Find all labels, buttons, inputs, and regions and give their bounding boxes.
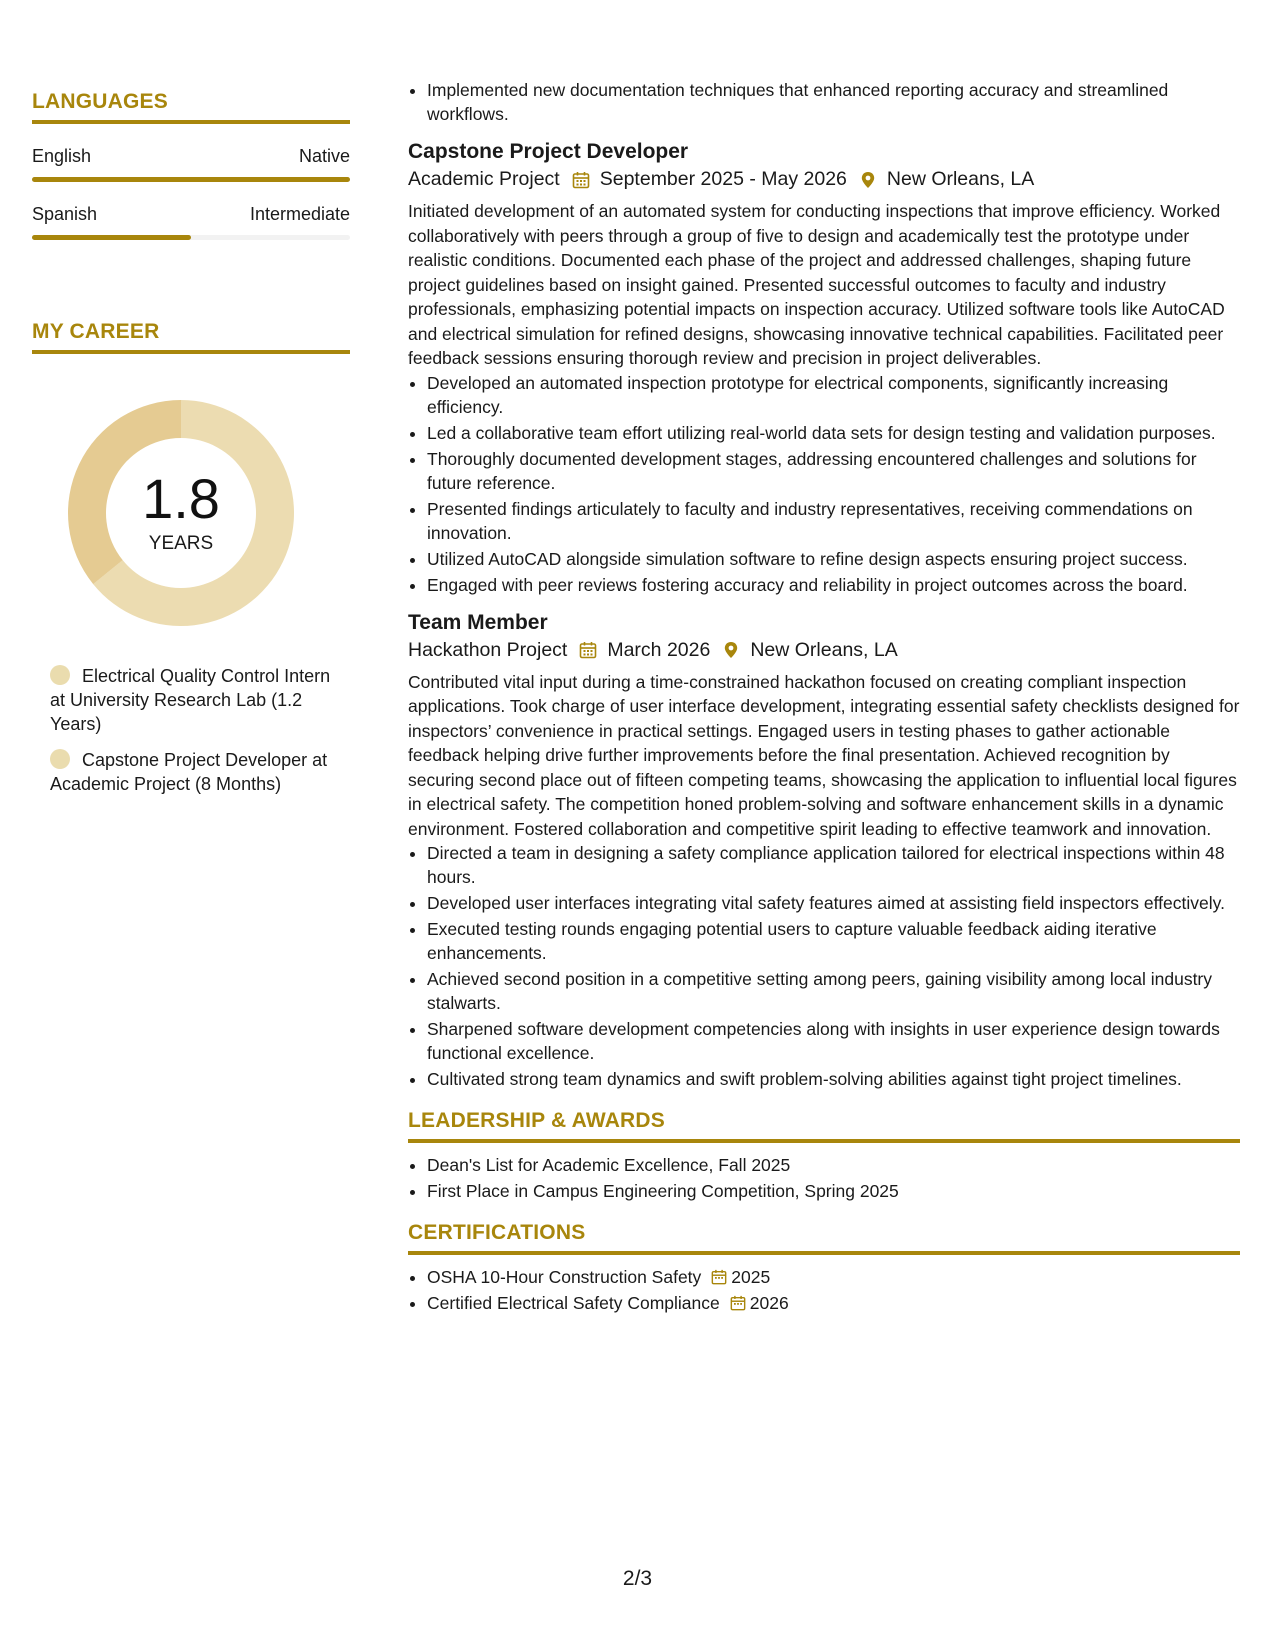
location-pin-icon bbox=[722, 641, 740, 659]
career-donut bbox=[66, 398, 296, 628]
certification-year: 2026 bbox=[749, 1293, 789, 1313]
language-name: Spanish bbox=[32, 204, 98, 224]
job-org: Hackathon Project bbox=[408, 638, 568, 661]
calendar-icon bbox=[730, 1295, 746, 1311]
certifications-heading: CERTIFICATIONS bbox=[408, 1221, 1240, 1255]
career-legend-item bbox=[50, 664, 350, 736]
award-item: • First Place in Campus Engineering Competition, Spring 2025 bbox=[427, 1179, 1240, 1203]
career-section bbox=[32, 320, 350, 796]
calendar-icon bbox=[711, 1269, 727, 1285]
job-bullets bbox=[408, 371, 1240, 597]
bullet-item: • Utilized AutoCAD alongside simulation software to refine design aspects ensuring project success. bbox=[427, 547, 1240, 571]
career-total: 1.8 bbox=[142, 467, 220, 530]
legend-dot-icon bbox=[50, 665, 70, 685]
bullet-item: • Engaged with peer reviews fostering accuracy and reliability in project outcomes across the board. bbox=[427, 573, 1240, 597]
career-legend-label: Electrical Quality Control Intern at University Research Lab (1.2 Years) bbox=[50, 666, 331, 734]
bullet-item: • Executed testing rounds engaging potential users to capture valuable feedback aiding iterative enhancements. bbox=[427, 917, 1240, 965]
certification-name: OSHA 10-Hour Construction Safety bbox=[427, 1267, 702, 1287]
bullet-item: • Cultivated strong team dynamics and swift problem-solving abilities against tight project timelines. bbox=[427, 1067, 1240, 1091]
legend-dot-icon bbox=[50, 749, 70, 769]
right-column bbox=[408, 78, 1240, 1317]
left-column bbox=[32, 90, 350, 808]
certification-item bbox=[427, 1291, 1240, 1315]
career-legend-label: Capstone Project Developer at Academic Project (8 Months) bbox=[50, 750, 328, 794]
language-bar-fill bbox=[32, 177, 350, 182]
bullet-item: • Achieved second position in a competitive setting among peers, gaining visibility among local industry stalwarts. bbox=[427, 967, 1240, 1015]
bullet-item: • Directed a team in designing a safety compliance application tailored for electrical inspections within 48 hours. bbox=[427, 841, 1240, 889]
job-title: Capstone Project Developer bbox=[408, 140, 689, 163]
career-heading: MY CAREER bbox=[32, 320, 350, 354]
awards-list bbox=[408, 1153, 1240, 1203]
language-bar-fill bbox=[32, 235, 191, 240]
language-item bbox=[32, 146, 350, 182]
certifications-list bbox=[408, 1265, 1240, 1315]
job-title: Team Member bbox=[408, 610, 548, 634]
languages-heading: LANGUAGES bbox=[32, 90, 350, 124]
bullet-item: • Presented findings articulately to faculty and industry representatives, receiving commendations on innovation. bbox=[427, 497, 1240, 545]
language-level: Intermediate bbox=[249, 204, 350, 224]
certification-year: 2025 bbox=[731, 1267, 771, 1287]
job-summary: Contributed vital input during a time-constrained hackathon focused on creating compliant inspection applications. Took charge of user interface development, integrating essential safety checklists designed for inspectors’ convenience in practical settings. Engaged users in testing phases to gather actionable feedback helping drive further improvements before the final presentation. Achieved recognition by securing second place out of fifteen competing teams, showcasing the application to influential local figures in electrical safety. The competition honed problem-solving and software enhancement skills in a dynamic environment. Fostered collaboration and competitive spirit leading to effective teamwork and innovation. bbox=[408, 671, 1240, 839]
language-name: English bbox=[32, 146, 92, 166]
career-legend-item bbox=[50, 748, 350, 796]
job-location: New Orleans, LA bbox=[886, 168, 1035, 190]
bullet-item: • Sharpened software development competencies along with insights in user experience design towards functional excellence. bbox=[427, 1017, 1240, 1065]
certifications-section bbox=[408, 1221, 1240, 1315]
language-item bbox=[32, 204, 350, 240]
award-item: • Dean's List for Academic Excellence, Fall 2025 bbox=[427, 1153, 1240, 1177]
job-bullets bbox=[408, 841, 1240, 1091]
job-meta bbox=[408, 639, 1240, 662]
language-bar bbox=[32, 177, 350, 182]
certification-name: Certified Electrical Safety Compliance bbox=[427, 1293, 720, 1313]
page-number: 2/3 bbox=[622, 1567, 653, 1590]
location-pin-icon bbox=[859, 171, 877, 189]
calendar-icon bbox=[579, 641, 597, 659]
calendar-icon bbox=[572, 171, 590, 189]
language-bar bbox=[32, 235, 350, 240]
career-unit: YEARS bbox=[148, 533, 214, 554]
career-legend bbox=[50, 664, 350, 796]
bullet-item: • Developed an automated inspection prototype for electrical components, significantly increasing efficiency. bbox=[427, 371, 1240, 419]
language-level: Native bbox=[298, 146, 350, 166]
certification-item bbox=[427, 1265, 1240, 1289]
experience-entry bbox=[408, 611, 1240, 1092]
job-location: New Orleans, LA bbox=[750, 638, 898, 661]
awards-heading: LEADERSHIP & AWARDS bbox=[408, 1109, 1240, 1143]
awards-section bbox=[408, 1109, 1240, 1203]
job-dates: March 2026 bbox=[607, 638, 711, 661]
job-dates: September 2025 - May 2026 bbox=[599, 168, 847, 190]
job-org: Academic Project bbox=[408, 168, 560, 190]
job-meta bbox=[408, 168, 1240, 191]
bullet-item: • Thoroughly documented development stages, addressing encountered challenges and solutions for future reference. bbox=[427, 447, 1240, 495]
bullet-item: • Developed user interfaces integrating vital safety features aimed at assisting field inspectors effectively. bbox=[427, 891, 1240, 915]
experience-entry bbox=[408, 140, 1240, 597]
intro-bullets bbox=[408, 78, 1240, 126]
bullet-item: • Led a collaborative team effort utilizing real-world data sets for design testing and validation purposes. bbox=[427, 421, 1240, 445]
job-summary: Initiated development of an automated system for conducting inspections that improve efficiency. Worked collaboratively with peers through a group of five to design and academically test the prototype under realistic conditions. Documented each phase of the project and addressed challenges, shaping future project guidelines based on insight gained. Presented successful outcomes to faculty and industry professionals, emphasizing potential impacts on inspection accuracy. Utilized software tools like AutoCAD and electrical simulation for refined designs, showcasing innovative technical capabilities. Facilitated peer feedback sessions ensuring thorough review and precision in project deliverables. bbox=[408, 201, 1225, 368]
bullet-item: • Implemented new documentation techniques that enhanced reporting accuracy and streamlined workflows. bbox=[427, 78, 1240, 126]
